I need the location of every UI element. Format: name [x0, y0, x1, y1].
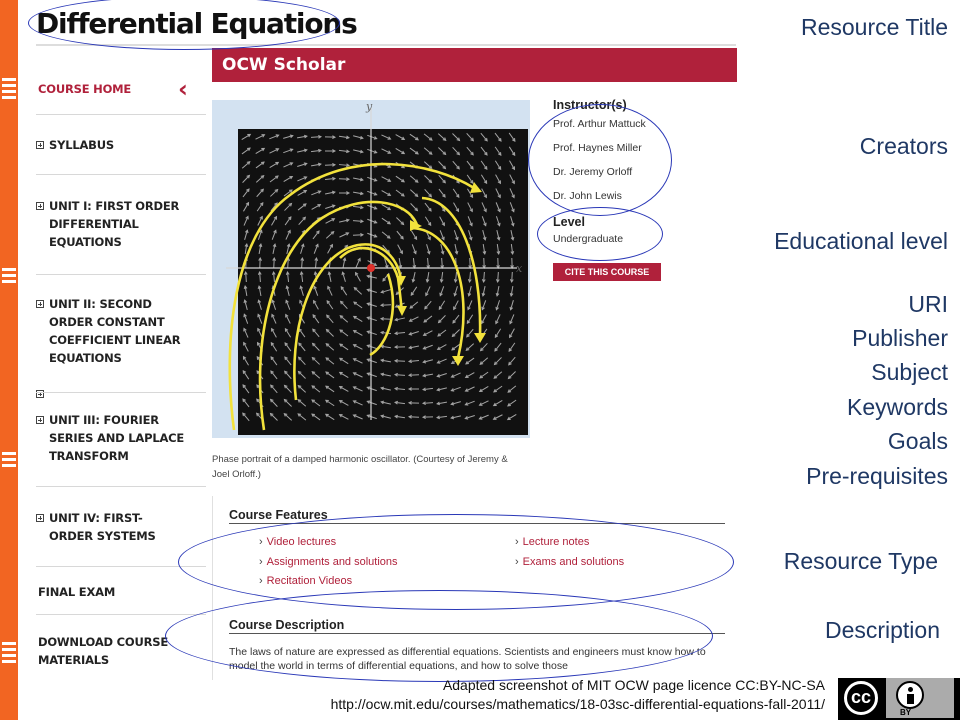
sidebar-item-label: SYLLABUS: [49, 138, 114, 152]
menu-icon[interactable]: [2, 268, 16, 286]
chevron-left-icon[interactable]: ‹: [178, 75, 188, 103]
sidebar-item-label: UNIT I: FIRST ORDER DIFFERENTIAL EQUATIONS: [49, 199, 180, 249]
annotation-ellipse: [537, 207, 663, 261]
sidebar-item-label: UNIT II: SECOND ORDER CONSTANT COEFFICIENT LINEAR EQUATIONS: [49, 297, 181, 365]
x-axis-label: x: [516, 262, 523, 275]
cite-course-button[interactable]: CITE THIS COURSE: [553, 263, 661, 281]
annotation-label: Educational level: [774, 228, 948, 254]
left-edge-bar: [0, 0, 18, 720]
annotation-label: Goals: [887, 428, 948, 454]
expand-icon[interactable]: [36, 514, 44, 522]
menu-icon[interactable]: [2, 642, 16, 666]
sidebar-item-label: UNIT IV: FIRST-ORDER SYSTEMS: [49, 511, 156, 543]
expand-icon[interactable]: [36, 141, 44, 149]
annotation-label: Creators: [859, 133, 948, 159]
annotation-label: Resource Title: [800, 14, 948, 40]
figure-caption: Phase portrait of a damped harmonic oscillator. (Courtesy of Jeremy & Joel Orloff.): [212, 454, 508, 480]
course-features-heading: Course Features: [229, 508, 328, 522]
chevron-right-icon: ›: [259, 556, 263, 568]
annotation-label: Publisher: [852, 325, 948, 351]
menu-icon[interactable]: [2, 452, 16, 470]
annotation-label: URI: [908, 291, 948, 317]
attribution-icon: [886, 678, 954, 718]
annotation-label: Subject: [871, 359, 948, 385]
chevron-right-icon: ›: [515, 556, 519, 568]
divider: [36, 274, 206, 275]
course-description-heading: Course Description: [229, 618, 345, 632]
expand-icon[interactable]: [36, 416, 44, 424]
instructor-name: Dr. Jeremy Orloff: [553, 166, 633, 178]
attribution-license: Adapted screenshot of MIT OCW page licence CC:BY-NC-SA: [442, 677, 825, 693]
feature-link-label: Lecture notes: [522, 536, 590, 548]
level-heading: Level: [553, 215, 585, 229]
sidebar-item-label: UNIT III: FOURIER SERIES AND LAPLACE TRANSFORM: [49, 413, 185, 463]
by-label: BY: [900, 708, 912, 717]
annotation-label: Keywords: [847, 394, 948, 420]
divider: [36, 114, 206, 115]
sidebar-item-label: COURSE HOME: [38, 82, 132, 96]
y-axis-label: y: [366, 100, 373, 113]
annotation-ellipse: [528, 104, 672, 216]
annotation-ellipse: [165, 590, 713, 682]
cc-icon: cc: [844, 681, 878, 715]
divider: [36, 486, 206, 487]
sidebar-item-label: FINAL EXAM: [38, 585, 116, 599]
attribution: [331, 676, 825, 714]
menu-icon[interactable]: [2, 78, 16, 102]
chevron-right-icon: ›: [259, 575, 263, 587]
feature-link-label: Exams and solutions: [522, 556, 625, 568]
cc-license-badge: [838, 678, 960, 720]
sidebar-item-unit-2[interactable]: [36, 295, 206, 367]
instructor-name: Prof. Arthur Mattuck: [553, 118, 646, 130]
equilibrium-point: [367, 264, 375, 272]
feature-link-label: Recitation Videos: [266, 575, 353, 587]
expand-icon[interactable]: [36, 202, 44, 210]
course-description-text: The laws of nature are expressed as differential equations. Scientists and engineers must know how to model the world in terms of differential equations, and how to solve those: [229, 646, 706, 672]
attribution-url: http://ocw.mit.edu/courses/mathematics/18-03sc-differential-equations-fall-2011/: [330, 696, 825, 712]
divider: [36, 392, 206, 393]
annotation-label: Resource Type: [783, 548, 938, 574]
instructors-heading: Instructor(s): [553, 98, 627, 112]
level-value: Undergraduate: [553, 233, 624, 245]
person-icon: [896, 681, 924, 709]
instructor-name: Dr. John Lewis: [553, 190, 622, 202]
page-title: Differential Equations: [36, 7, 357, 40]
sidebar-item-unit-1[interactable]: [36, 197, 206, 251]
banner-title: OCW Scholar: [222, 55, 346, 75]
ocw-scholar-banner: [212, 48, 737, 82]
sidebar-item-syllabus[interactable]: [36, 136, 206, 154]
divider: [36, 614, 206, 615]
annotation-label: Pre-requisites: [806, 463, 948, 489]
annotation-ellipse: [28, 0, 340, 50]
chevron-right-icon: ›: [259, 536, 263, 548]
sidebar-item-final-exam[interactable]: [36, 583, 206, 601]
instructor-name: Prof. Haynes Miller: [553, 142, 642, 154]
divider: [36, 174, 206, 175]
feature-link-label: Video lectures: [266, 536, 337, 548]
sidebar-item-label: DOWNLOAD COURSE MATERIALS: [38, 635, 169, 667]
expand-icon[interactable]: [36, 300, 44, 308]
phase-portrait-figure: [212, 100, 530, 438]
chevron-right-icon: ›: [515, 536, 519, 548]
sidebar-item-course-home[interactable]: [36, 75, 206, 103]
feature-link-label: Assignments and solutions: [266, 556, 398, 568]
sidebar-item-unit-3[interactable]: [36, 411, 206, 465]
sidebar-item-unit-4[interactable]: [36, 509, 206, 545]
annotation-label: Description: [824, 617, 940, 643]
